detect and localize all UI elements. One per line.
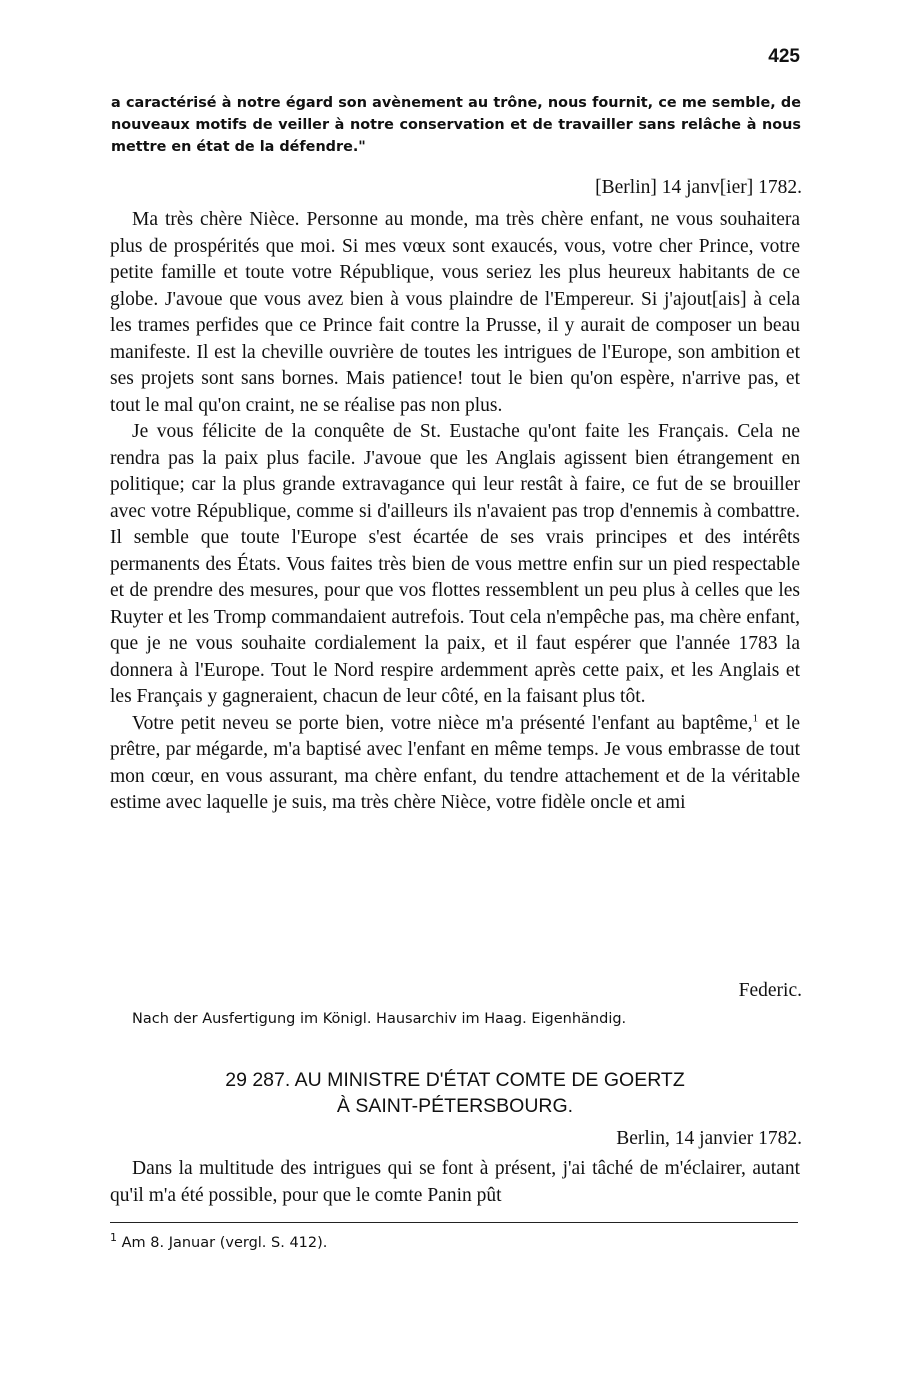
letter1-signature: Federic. bbox=[738, 980, 802, 1001]
footnote-reference: 1 bbox=[752, 712, 759, 724]
page-number: 425 bbox=[768, 46, 800, 67]
footnote bbox=[110, 1231, 328, 1251]
footnote-mark: 1 bbox=[110, 1231, 117, 1245]
letter1-paragraph-3-part-1: Votre petit neveu se porte bien, votre nièce m'a présenté l'enfant au baptême, bbox=[132, 712, 753, 734]
letter2-body bbox=[110, 1156, 800, 1209]
letter1-paragraph-1: Ma très chère Nièce. Personne au monde, ma très chère enfant, ne vous souhaitera plus de prospérités que moi. Si mes vœux sont exaucés, vous, votre cher Prince, votre petite famille et toute votre République, vous seriez les plus heureux habitants de ce globe. J'avoue que vous avez bien à vous plaindre de l'Empereur. Si j'ajout[ais] à cela les trames perfides que ce Prince fait contre la Prusse, il y aurait de composer un beau manifeste. Il est la cheville ouvrière de toutes les intrigues de l'Europe, son ambition et ses projets sont sans bornes. Mais patience! tout le bien qu'on espère, n'arrive pas, et tout le mal qu'on craint, ne se réalise pas non plus. bbox=[110, 209, 800, 416]
letter1-paragraph-3 bbox=[110, 711, 800, 817]
letter1-paragraph-3-part-2: et le prêtre, par mégarde, m'a baptisé avec l'enfant en même temps. Je vous embrasse de tout mon cœur, en vous assurant, ma chère enfant, du tendre attachement et de la véritable estime avec laquelle je suis, ma très chère Nièce, votre fidèle oncle et ami bbox=[110, 712, 800, 813]
letter1-dateline: [Berlin] 14 janv[ier] 1782. bbox=[595, 177, 802, 198]
footnote-divider bbox=[110, 1222, 798, 1223]
footnote-text: Am 8. Januar (vergl. S. 412). bbox=[121, 1235, 328, 1251]
letter2-heading-line-1: 29 287. AU MINISTRE D'ÉTAT COMTE DE GOERTZ bbox=[225, 1069, 685, 1091]
letter2-heading bbox=[110, 1067, 800, 1119]
letter1-paragraph-2: Je vous félicite de la conquête de St. Eustache qu'ont faite les Français. Cela ne rendra pas la paix plus facile. J'avoue que les Anglais agissent bien étrangement en politique; car la plus grande extravagance qui leur restât à faire, ce fut de se brouiller avec votre République, comme si d'ailleurs ils n'avaient pas trop d'ennemis à combattre. Il semble que toute l'Europe s'est écartée de ses vrais principes et des intérêts permanents des États. Vous faites très bien de vous mettre enfin sur un pied respectable et de prendre des mesures, pour que vos flottes ressemblent un peu plus à celles que les Ruyter et les Tromp commandaient autrefois. Tout cela n'empêche pas, ma chère enfant, que je ne vous souhaite cordialement la paix, et il faut espérer que l'année 1783 la donnera à l'Europe. Tout le Nord respire ardemment après cette paix, et les Anglais et les Français y gagneraient, chacun de leur côté, en la faisant plus tôt. bbox=[110, 421, 800, 707]
letter2-dateline: Berlin, 14 janvier 1782. bbox=[616, 1128, 802, 1149]
letter1-source-note: Nach der Ausfertigung im Königl. Hausarchiv im Haag. Eigenhändig. bbox=[132, 1011, 627, 1027]
quote-continuation: a caractérisé à notre égard son avènement au trône, nous fournit, ce me semble, de nouveaux motifs de veiller à notre conservation et de travailler sans relâche à nous mettre en état de la défendre." bbox=[111, 95, 801, 155]
letter1-body bbox=[110, 207, 800, 817]
letter2-paragraph-1: Dans la multitude des intrigues qui se font à présent, j'ai tâché de m'éclairer, autant qu'il m'a été possible, pour que le comte Panin pût bbox=[110, 1158, 800, 1206]
letter2-heading-line-2: À SAINT-PÉTERSBOURG. bbox=[336, 1095, 574, 1117]
